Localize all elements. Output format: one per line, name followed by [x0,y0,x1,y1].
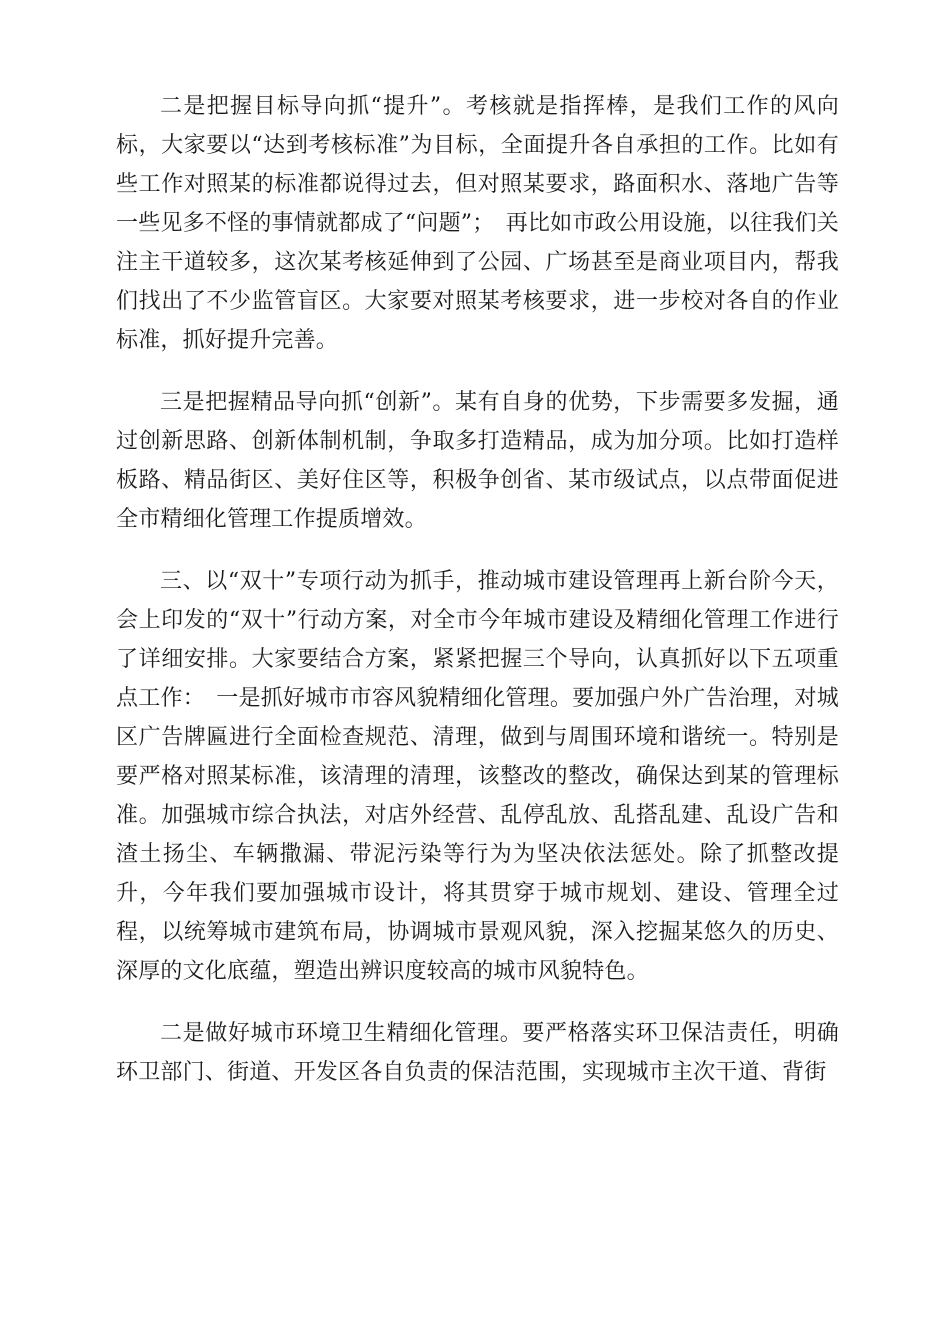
paragraph-environmental-sanitation: 二是做好城市环境卫生精细化管理。要严格落实环卫保洁责任，明确环卫部门、街道、开发区各自负责的保洁范围，实现城市主次干道、背街 [116,1021,839,1085]
paragraph-target-orientation: 二是把握目标导向抓“提升”。考核就是指挥棒，是我们工作的风向标，大家要以“达到考核标准”为目标，全面提升各自承担的工作。比如有些工作对照某的标准都说得过去，但对照某要求，路面积水、落地广告等一些见多不怪的事情就都成了“问题”； 再比如市政公用设施，以往我们关注主干道较多，这次某考核延伸到了公园、广场甚至是商业项目内，帮我们找出了不少监管盲区。大家要对照某考核要求，进一步校对各自的作业标准，抓好提升完善。 [116,94,839,353]
paragraph-double-ten-action: 三、以“双十”专项行动为抓手，推动城市建设管理再上新台阶今天，会上印发的“双十”行动方案，对全市今年城市建设及精细化管理工作进行了详细安排。大家要结合方案，紧紧把握三个导向，认真抓好以下五项重点工作： 一是抓好城市市容风貌精细化管理。要加强户外广告治理，对城区广告牌匾进行全面检查规范、清理，做到与周围环境和谐统一。特别是要严格对照某标准，该清理的清理，该整改的整改，确保达到某的管理标准。加强城市综合执法，对店外经营、乱停乱放、乱搭乱建、乱设广告和渣土扬尘、车辆撒漏、带泥污染等行为为坚决依法惩处。除了抓整改提升，今年我们要加强城市设计，将其贯穿于城市规划、建设、管理全过程，以统筹城市建筑布局，协调城市景观风貌，深入挖掘某悠久的历史、深厚的文化底蕴，塑造出辨识度较高的城市风貌特色。 [116,569,839,984]
paragraph-quality-orientation: 三是把握精品导向抓“创新”。某有自身的优势，下步需要多发掘，通过创新思路、创新体制机制，争取多打造精品，成为加分项。比如打造样板路、精品街区、美好住区等，积极争创省、某市级试点，以点带面促进全市精细化管理工作提质增效。 [116,390,839,532]
document-page [116,87,839,1115]
